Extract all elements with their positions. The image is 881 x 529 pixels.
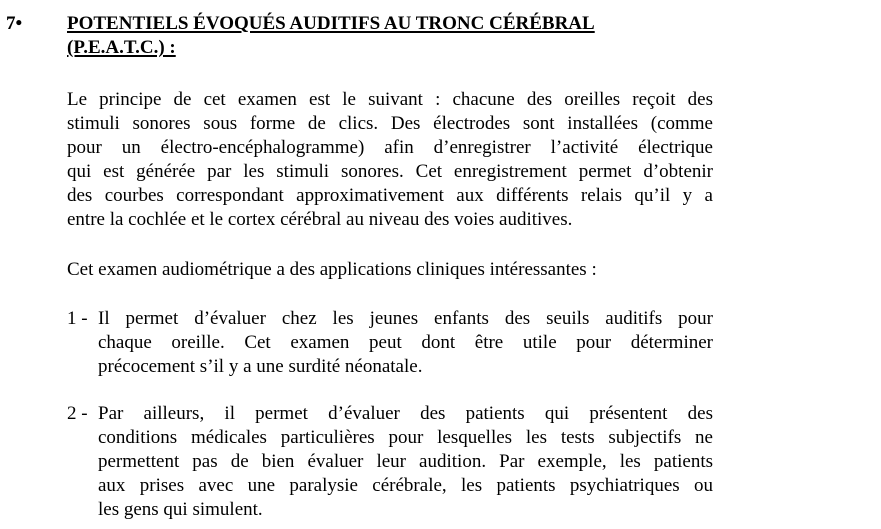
list-item-line: Il permet d’évaluer chez les jeunes enfants des seuils auditifs pour — [98, 308, 713, 329]
applications-intro — [67, 258, 713, 282]
list-item-number: 2 - — [67, 403, 88, 424]
list-item-line: les gens qui simulent. — [98, 499, 263, 520]
section-title-line-1: POTENTIELS ÉVOQUÉS AUDITIFS AU TRONC CÉRÉBRAL — [67, 13, 595, 34]
paragraph-line: pour un électro-encéphalogramme) afin d’enregistrer l’activité électrique — [67, 137, 713, 158]
paragraph-line: entre la cochlée et le cortex cérébral au niveau des voies auditives. — [67, 209, 573, 230]
list-item-line: précocement s’il y a une surdité néonatale. — [98, 356, 423, 377]
list-item-body — [67, 402, 713, 522]
paragraph-line: Cet examen audiométrique a des applications cliniques intéressantes : — [67, 259, 597, 280]
paragraph-line: Le principe de cet examen est le suivant : chacune des oreilles reçoit des — [67, 89, 713, 110]
section-title-line-2: (P.E.A.T.C.) : — [67, 37, 176, 58]
list-item-line: chaque oreille. Cet examen peut dont être utile pour déterminer — [98, 332, 713, 353]
list-item-line: aux prises avec une paralysie cérébrale, les patients psychiatriques ou — [98, 475, 713, 496]
paragraph-line: qui est générée par les stimuli sonores. Cet enregistrement permet d’obtenir — [67, 161, 713, 182]
section-title — [67, 12, 767, 60]
intro-paragraph — [67, 88, 713, 232]
list-item-line: Par ailleurs, il permet d’évaluer des patients qui présentent des — [98, 403, 713, 424]
list-item-number: 1 - — [67, 308, 88, 329]
list-item-line: conditions médicales particulières pour lesquelles les tests subjectifs ne — [98, 427, 713, 448]
section-number: 7• — [6, 13, 23, 34]
paragraph-line: stimuli sonores sous forme de clics. Des électrodes sont installées (comme — [67, 113, 713, 134]
list-item-body — [67, 307, 713, 379]
paragraph-line: des courbes correspondant approximativement aux différents relais qu’il y a — [67, 185, 713, 206]
list-item-line: permettent pas de bien évaluer leur audition. Par exemple, les patients — [98, 451, 713, 472]
